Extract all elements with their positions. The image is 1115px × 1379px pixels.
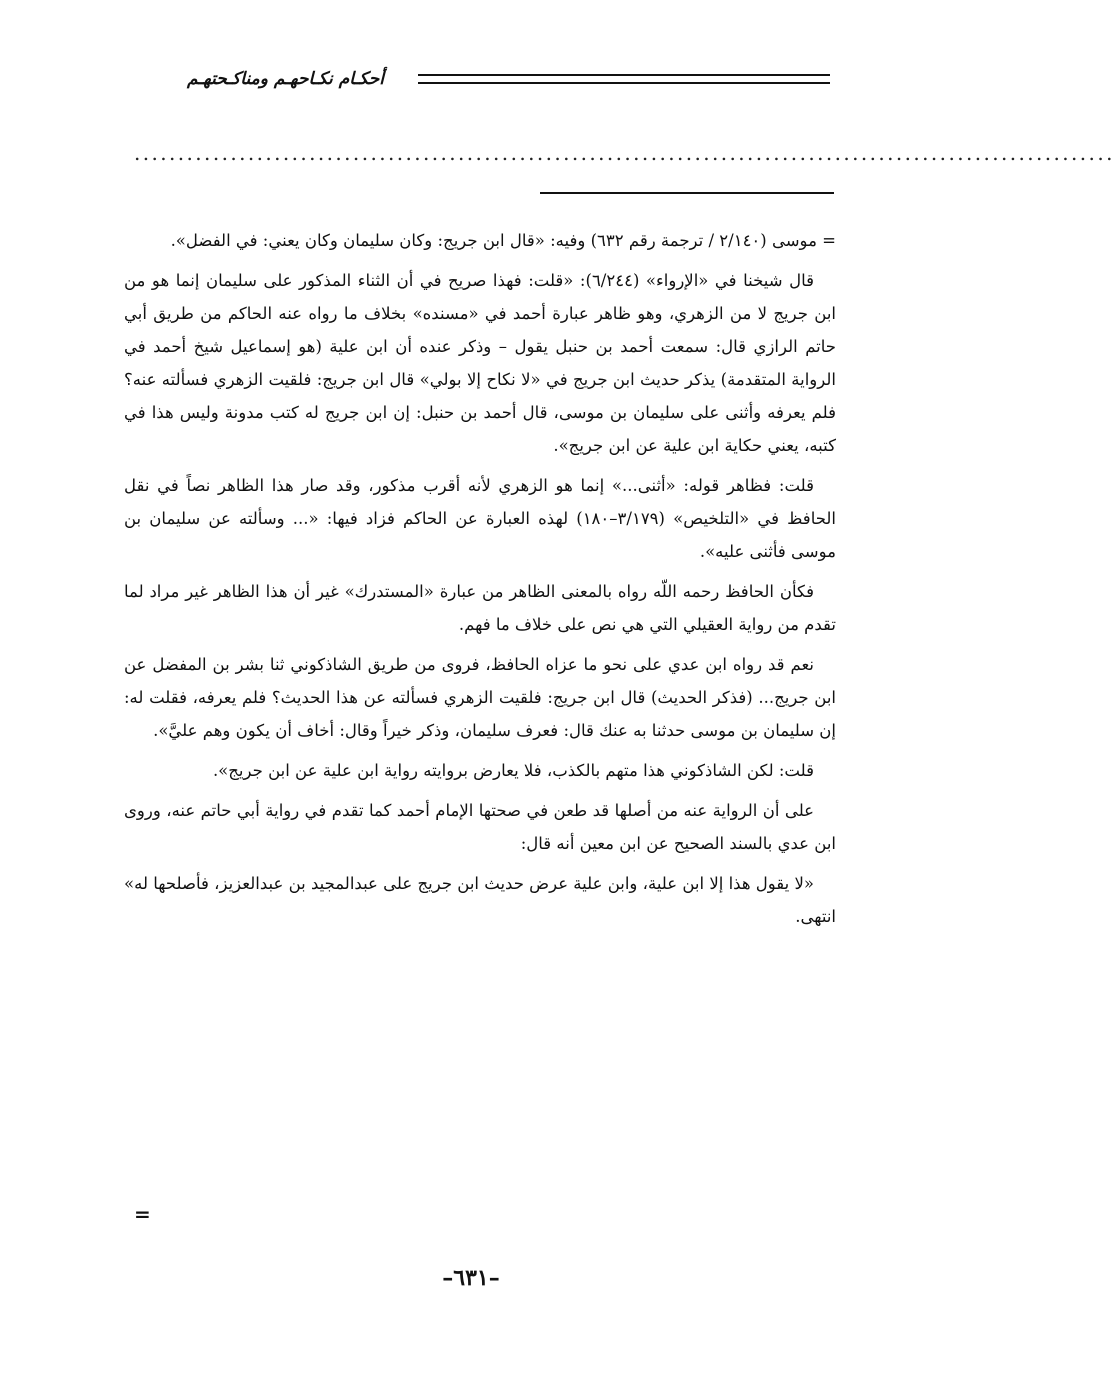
dotted-separator: ................................................................................................................ <box>134 141 1115 165</box>
running-header-title: أحكـام نكـاحهـم ومناكـحتهـم <box>187 69 384 89</box>
paragraph-continuation: = موسى (٢/١٤٠ / ترجمة رقم ٦٣٢) وفيه: «قال ابن جريج: وكان سليمان وكان يعني: في الفضل». <box>170 231 836 250</box>
paragraph-ahmad: على أن الرواية عنه من أصلها قد طعن في صحتها الإمام أحمد كما تقدم في رواية أبي حاتم عنه، وروى ابن عدي بالسند الصحيح عن ابن معين أنه قال: <box>124 801 836 853</box>
paragraph-ibn-adi: نعم قد رواه ابن عدي على نحو ما عزاه الحافظ، فروى من طريق الشاذكوني ثنا بشر بن المفضل عن ابن جريج... (فذكر الحديث) قال ابن جريج: فلقيت الزهري فسألته عن هذا الحديث؟ فلم يعرفه، فقلت له: إن سليمان بن موسى حدثنا به عنك قال: فعرف سليمان، وذكر خيراً وقال: أخاف أن يكون وهم عليَّ». <box>124 655 836 740</box>
continuation-mark: = <box>134 1202 151 1226</box>
paragraph-irwa-quote: قال شيخنا في «الإرواء» (٦/٢٤٤): «قلت: فهذا صريح في أن الثناء المذكور على سليمان إنما هو من ابن جريج لا من الزهري، وهو ظاهر عبارة أحمد في «مسنده» بخلاف ما رواه عنه الحاكم من طريق أبي حاتم الرازي قال: سمعت أحمد بن حنبل يقول – وذكر عنده أن ابن علية (هو إسماعيل شيخ أحمد في الرواية المتقدمة) يذكر حديث ابن جريج في «لا نكاح إلا بولي» قال ابن جريج: فلقيت الزهري فسألته عنه؟ فلم يعرفه وأثنى على سليمان بن موسى، قال أحمد بن حنبل: إن ابن جريج له كتب مدونة وليس هذا في كتبه، يعني حكاية ابن علية عن ابن جريج». <box>124 271 836 455</box>
footnote-rule <box>540 192 834 194</box>
main-text <box>124 224 836 933</box>
paragraph-shadhakuni: قلت: لكن الشاذكوني هذا متهم بالكذب، فلا يعارض بروايته رواية ابن علية عن ابن جريج». <box>212 761 814 780</box>
paragraph-ibn-main-quote: «لا يقول هذا إلا ابن علية، وابن علية عرض حديث ابن جريج على عبدالمجيد بن عبدالعزيز، فأصلحها له» انتهى. <box>124 874 836 926</box>
running-header <box>120 66 830 106</box>
paragraph-hafiz: فكأن الحافظ رحمه اللّه رواه بالمعنى الظاهر من عبارة «المستدرك» غير أن هذا الظاهر غير مراد لما تقدم من رواية العقيلي التي هي نص على خلاف ما فهم. <box>124 582 836 634</box>
page-number: –٦٣١– <box>442 1265 500 1291</box>
header-double-rule <box>418 74 830 84</box>
paragraph-talkhis: قلت: فظاهر قوله: «أثنى...» إنما هو الزهري لأنه أقرب مذكور، وقد صار هذا الظاهر نصاً في نقل الحافظ في «التلخيص» (٣/١٧٩–١٨٠) لهذه العبارة عن الحاكم فزاد فيها: «... وسألته عن سليمان بن موسى فأثنى عليه». <box>124 476 836 561</box>
